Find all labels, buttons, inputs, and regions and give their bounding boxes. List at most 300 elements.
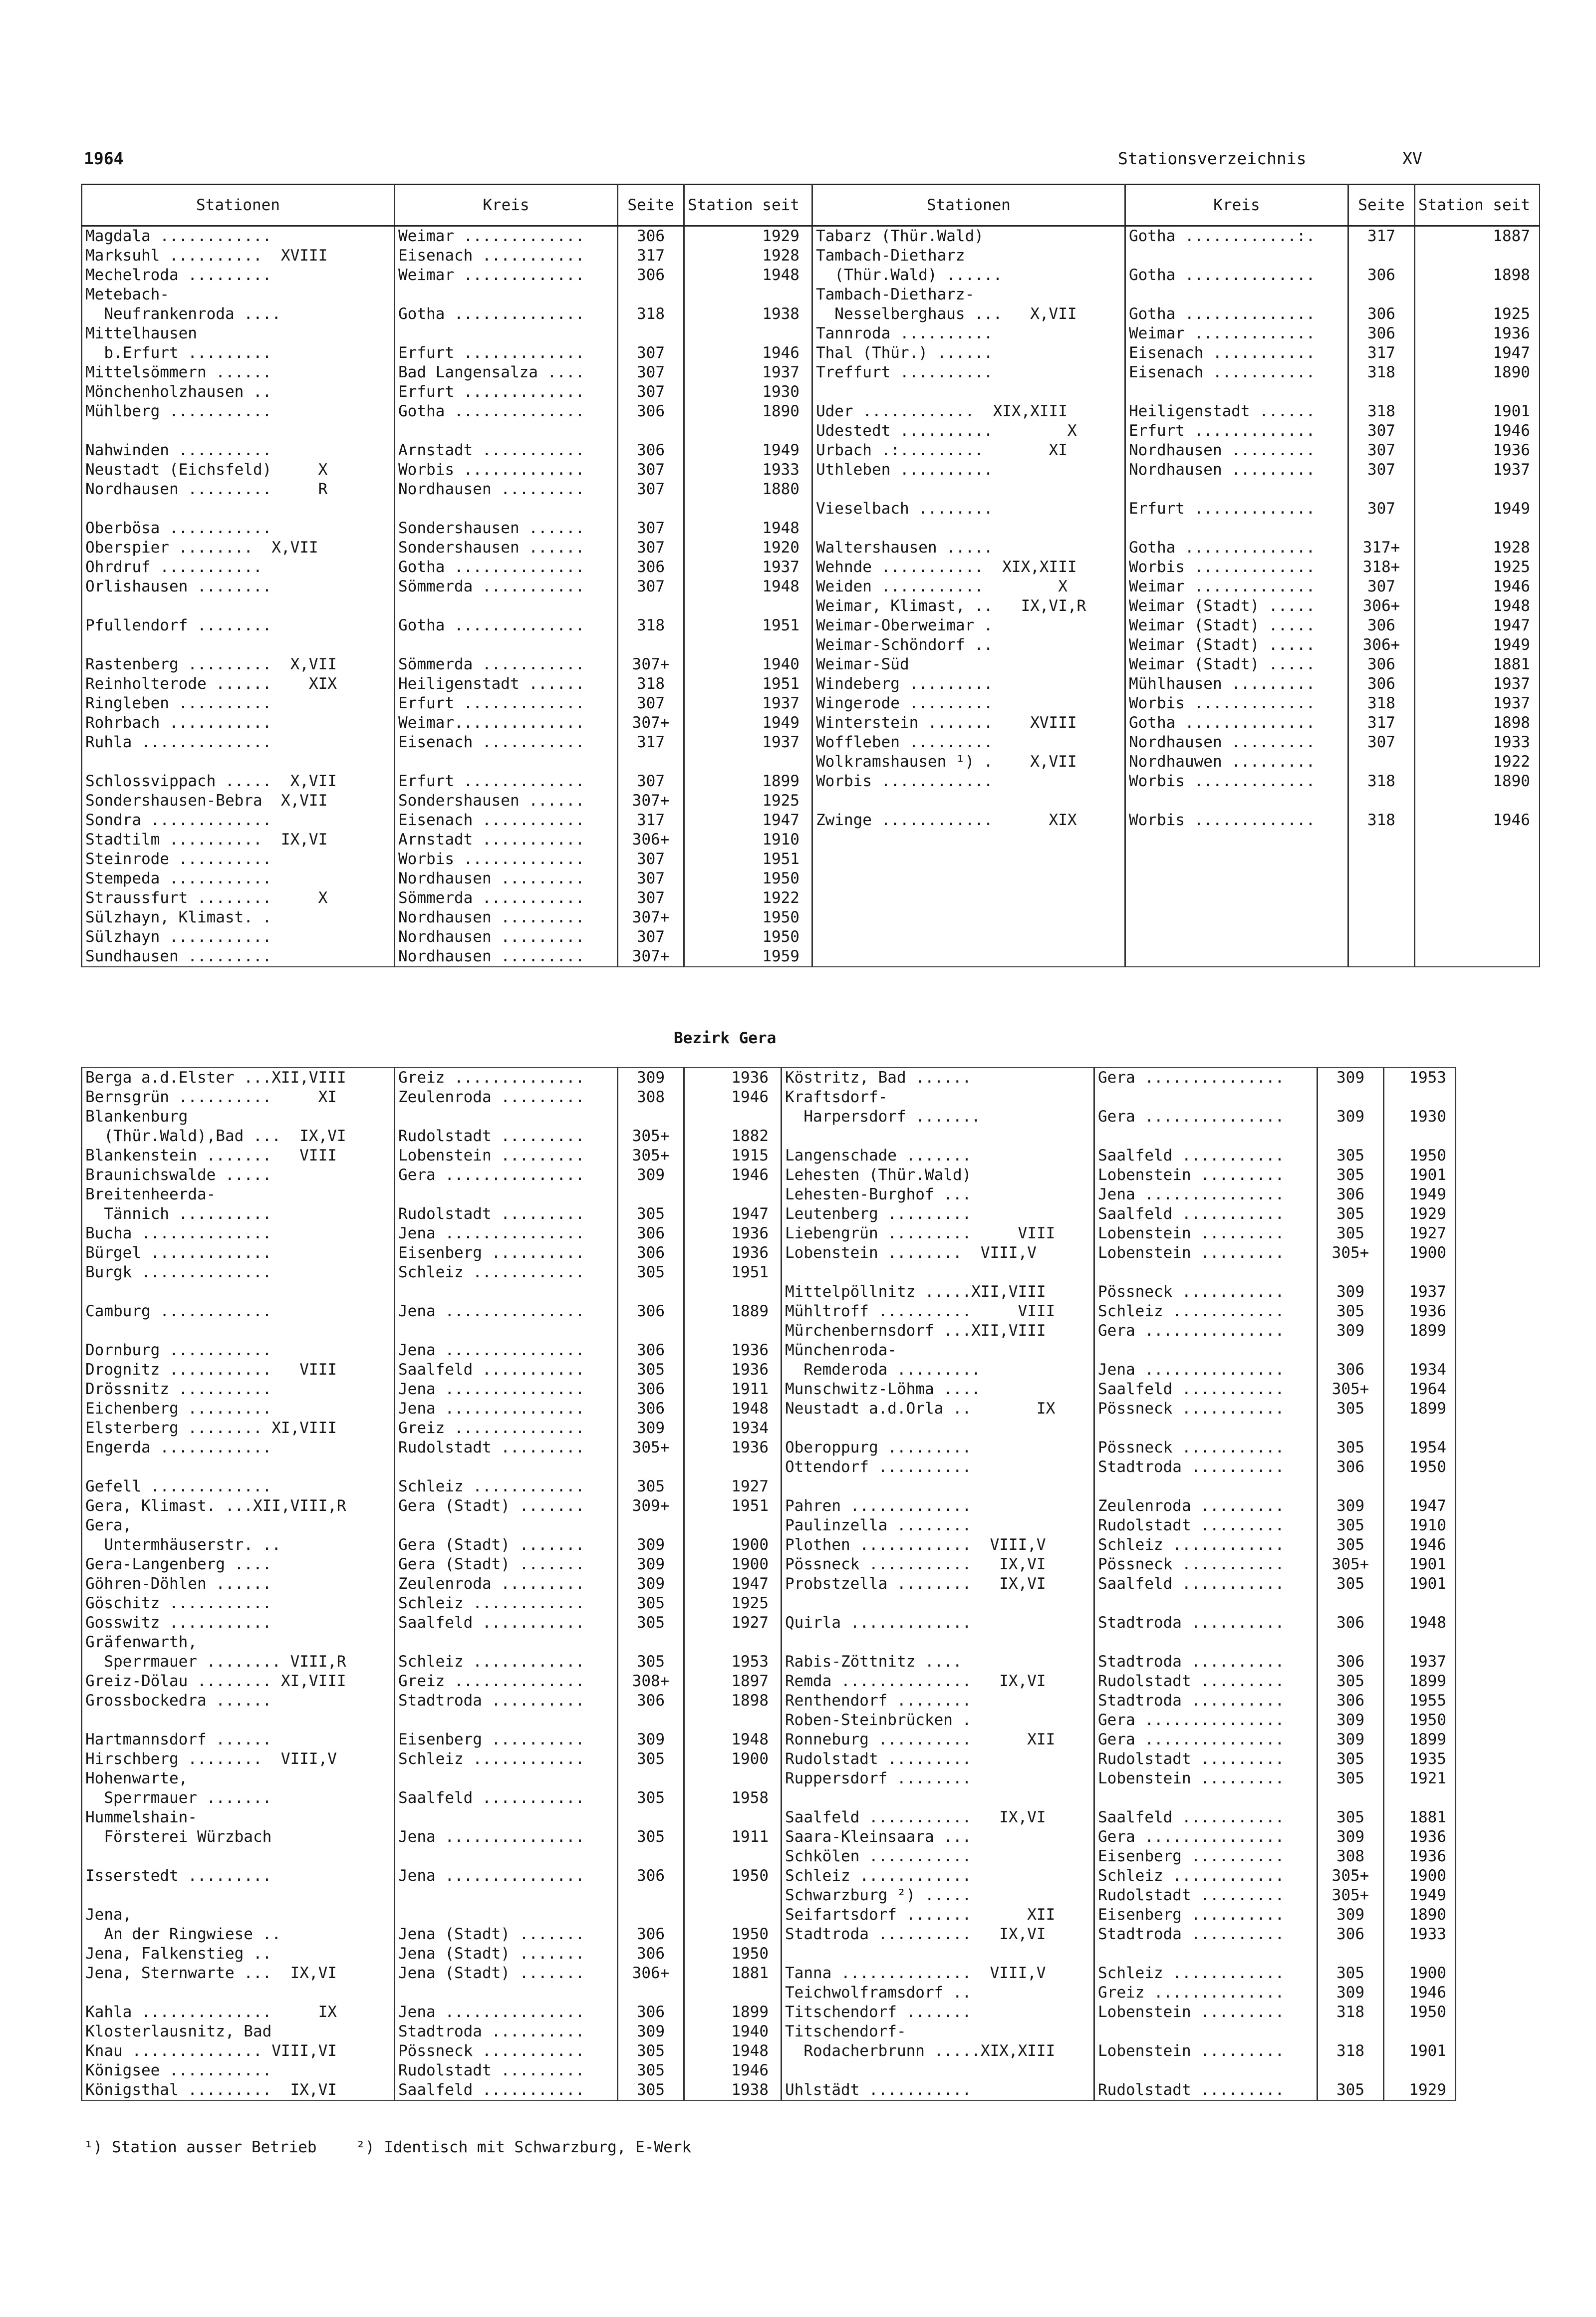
- station-name-2-cell: Mürchenbernsdorf ...XII,VIII: [782, 1321, 1094, 1341]
- seit-cell: 1936: [684, 1341, 782, 1360]
- col-header-kreis-2: Kreis: [1125, 185, 1348, 226]
- table-row: [82, 1165, 1456, 1185]
- seite-2-cell: [1318, 2022, 1384, 2041]
- seite-2-cell: 309: [1318, 1827, 1384, 1847]
- seit-cell: 1899: [684, 2003, 782, 2022]
- seit-2-cell: 1900: [1384, 1964, 1456, 1983]
- seit-cell: 1928: [684, 246, 812, 266]
- kreis-cell: Gera (Stadt) .......: [395, 1555, 618, 1574]
- col-header-kreis: Kreis: [395, 185, 618, 226]
- kreis-2-cell: Schleiz ............: [1094, 1535, 1318, 1555]
- seit-cell: 1934: [684, 1419, 782, 1438]
- table-row: [82, 266, 1540, 285]
- kreis-2-cell: Jena ...............: [1094, 1360, 1318, 1380]
- station-name-cell: Hohenwarte,: [82, 1769, 395, 1788]
- seit-cell: [684, 596, 812, 616]
- seite-cell: 307: [618, 850, 684, 869]
- kreis-cell: Jena ...............: [395, 1827, 618, 1847]
- seite-2-cell: 305: [1318, 1516, 1384, 1535]
- station-name-cell: [82, 1847, 395, 1866]
- kreis-cell: Arnstadt ...........: [395, 441, 618, 460]
- seite-2-cell: [1348, 947, 1414, 967]
- kreis-cell: [395, 1457, 618, 1477]
- station-name-cell: [82, 596, 395, 616]
- table-header-row: [82, 185, 1540, 226]
- kreis-2-cell: Gera ...............: [1094, 1730, 1318, 1749]
- seite-2-cell: 307: [1348, 441, 1414, 460]
- station-name-2-cell: Ottendorf ..........: [782, 1457, 1094, 1477]
- seite-2-cell: [1318, 1263, 1384, 1282]
- footnote-2: ²) Identisch mit Schwarzburg, E-Werk: [356, 2138, 692, 2156]
- seite-cell: 307: [618, 869, 684, 888]
- table-row: [82, 1905, 1456, 1925]
- seite-cell: 307: [618, 363, 684, 382]
- kreis-cell: Saalfeld ...........: [395, 2080, 618, 2100]
- seit-cell: [684, 421, 812, 441]
- seit-2-cell: 1899: [1384, 1399, 1456, 1419]
- kreis-2-cell: Gotha ..............: [1125, 304, 1348, 324]
- seite-2-cell: 306: [1318, 1691, 1384, 1711]
- seite-cell: [618, 421, 684, 441]
- station-name-2-cell: Mittelpöllnitz .....XII,VIII: [782, 1282, 1094, 1302]
- kreis-cell: Zeulenroda .........: [395, 1574, 618, 1594]
- station-name-cell: Gera,: [82, 1516, 395, 1535]
- kreis-cell: [395, 596, 618, 616]
- table-row: [82, 1185, 1456, 1204]
- kreis-2-cell: Schleiz ............: [1094, 1866, 1318, 1886]
- table-row: [82, 2080, 1456, 2100]
- seite-2-cell: 317+: [1348, 538, 1414, 558]
- table-row: [82, 1769, 1456, 1788]
- seite-2-cell: 305: [1318, 1146, 1384, 1165]
- page-title: Stationsverzeichnis: [1118, 149, 1307, 168]
- table-row: [82, 1496, 1456, 1516]
- seit-2-cell: [1384, 2061, 1456, 2080]
- kreis-cell: [395, 1633, 618, 1652]
- table-row: [82, 1088, 1456, 1107]
- table-row: [82, 869, 1540, 888]
- station-name-2-cell: Zwinge ............ XIX: [812, 811, 1125, 830]
- kreis-2-cell: Gotha ..............: [1125, 538, 1348, 558]
- kreis-cell: Weimar..............: [395, 713, 618, 733]
- kreis-cell: Nordhausen .........: [395, 480, 618, 499]
- kreis-2-cell: Saalfeld ...........: [1094, 1146, 1318, 1165]
- kreis-cell: Weimar .............: [395, 266, 618, 285]
- seite-cell: [618, 1633, 684, 1652]
- station-name-cell: Bürgel .............: [82, 1243, 395, 1263]
- seite-2-cell: [1348, 382, 1414, 402]
- kreis-2-cell: [1094, 2061, 1318, 2080]
- table-row: [82, 674, 1540, 694]
- seite-2-cell: 305: [1318, 1224, 1384, 1243]
- kreis-2-cell: Pössneck ...........: [1094, 1555, 1318, 1574]
- seite-cell: 309: [618, 2022, 684, 2041]
- kreis-cell: Zeulenroda .........: [395, 1088, 618, 1107]
- station-name-2-cell: Schleiz ............: [782, 1866, 1094, 1886]
- seit-2-cell: 1899: [1384, 1672, 1456, 1691]
- seite-2-cell: 309: [1318, 1107, 1384, 1127]
- seit-2-cell: [1384, 1594, 1456, 1613]
- station-name-cell: Ruhla ..............: [82, 733, 395, 752]
- station-name-2-cell: Lehesten-Burghof ...: [782, 1185, 1094, 1204]
- kreis-2-cell: Stadtroda ..........: [1094, 1652, 1318, 1672]
- station-name-2-cell: [782, 1127, 1094, 1146]
- station-name-cell: Eichenberg .........: [82, 1399, 395, 1419]
- table-row: [82, 1983, 1456, 2003]
- seit-2-cell: 1948: [1384, 1613, 1456, 1633]
- station-name-2-cell: [812, 850, 1125, 869]
- station-name-2-cell: [782, 1594, 1094, 1613]
- kreis-cell: Sömmerda ...........: [395, 888, 618, 908]
- table-row: [82, 1224, 1456, 1243]
- col-header-stationen: Stationen: [82, 185, 395, 226]
- seit-cell: 1936: [684, 1224, 782, 1243]
- station-name-cell: [82, 635, 395, 655]
- seit-2-cell: 1901: [1414, 402, 1539, 421]
- seit-2-cell: [1384, 1477, 1456, 1496]
- table-row: [82, 1944, 1456, 1964]
- seit-cell: 1951: [684, 1496, 782, 1516]
- station-name-2-cell: Oberoppurg .........: [782, 1438, 1094, 1457]
- seite-2-cell: 305: [1318, 1535, 1384, 1555]
- kreis-2-cell: Gera ...............: [1094, 1068, 1318, 1088]
- seit-cell: 1948: [684, 1399, 782, 1419]
- station-name-cell: Göschitz ...........: [82, 1594, 395, 1613]
- seit-2-cell: [1384, 1088, 1456, 1107]
- seite-cell: 306: [618, 1243, 684, 1263]
- seit-cell: [684, 1633, 782, 1652]
- kreis-cell: Sondershausen ......: [395, 791, 618, 811]
- seit-cell: [684, 752, 812, 772]
- table-row: [82, 1925, 1456, 1944]
- station-table-2: [81, 1067, 1456, 2101]
- seite-cell: [618, 1107, 684, 1127]
- station-name-2-cell: Pössneck ........... IX,VI: [782, 1555, 1094, 1574]
- seite-2-cell: 306: [1348, 266, 1414, 285]
- seite-2-cell: 306+: [1348, 596, 1414, 616]
- kreis-cell: Jena (Stadt) .......: [395, 1944, 618, 1964]
- seite-cell: 307+: [618, 713, 684, 733]
- table-row: [82, 1399, 1456, 1419]
- seit-2-cell: 1927: [1384, 1224, 1456, 1243]
- kreis-cell: [395, 1711, 618, 1730]
- station-name-cell: Blankenstein ....... VIII: [82, 1146, 395, 1165]
- seit-cell: 1947: [684, 1204, 782, 1224]
- station-name-cell: Rastenberg ......... X,VII: [82, 655, 395, 674]
- table-row: [82, 830, 1540, 850]
- seit-2-cell: 1910: [1384, 1516, 1456, 1535]
- station-name-cell: Drössnitz ..........: [82, 1380, 395, 1399]
- table-row: [82, 1555, 1456, 1574]
- station-name-cell: [82, 421, 395, 441]
- table-row: [82, 850, 1540, 869]
- seit-cell: [684, 1983, 782, 2003]
- seite-cell: 307: [618, 460, 684, 480]
- seit-cell: 1950: [684, 1944, 782, 1964]
- station-name-cell: Mönchenholzhausen ..: [82, 382, 395, 402]
- kreis-cell: Arnstadt ...........: [395, 830, 618, 850]
- kreis-2-cell: Saalfeld ...........: [1094, 1808, 1318, 1827]
- kreis-2-cell: Greiz ..............: [1094, 1983, 1318, 2003]
- seit-2-cell: 1899: [1384, 1321, 1456, 1341]
- seite-2-cell: 305: [1318, 1204, 1384, 1224]
- seit-cell: 1949: [684, 713, 812, 733]
- station-name-cell: Rohrbach ...........: [82, 713, 395, 733]
- station-name-cell: [82, 1983, 395, 2003]
- station-name-cell: Engerda ............: [82, 1438, 395, 1457]
- table-row: [82, 519, 1540, 538]
- station-name-2-cell: Pahren .............: [782, 1496, 1094, 1516]
- seite-2-cell: 305: [1318, 1438, 1384, 1457]
- kreis-2-cell: Lobenstein .........: [1094, 1165, 1318, 1185]
- seit-2-cell: 1930: [1384, 1107, 1456, 1127]
- seit-2-cell: 1925: [1414, 558, 1539, 577]
- seit-cell: 1936: [684, 1360, 782, 1380]
- table-row: [82, 1204, 1456, 1224]
- seite-2-cell: [1348, 888, 1414, 908]
- kreis-cell: [395, 635, 618, 655]
- station-name-2-cell: (Thür.Wald) ......: [812, 266, 1125, 285]
- kreis-cell: Jena ...............: [395, 1866, 618, 1886]
- table-row: [82, 888, 1540, 908]
- seite-cell: [618, 1905, 684, 1925]
- seite-2-cell: [1348, 246, 1414, 266]
- seite-cell: 306+: [618, 1964, 684, 1983]
- seit-2-cell: 1898: [1414, 713, 1539, 733]
- station-name-cell: Sperrmauer ........ VIII,R: [82, 1652, 395, 1672]
- seit-cell: 1936: [684, 1243, 782, 1263]
- seit-2-cell: 1946: [1384, 1983, 1456, 2003]
- seite-2-cell: 306: [1318, 1925, 1384, 1944]
- station-name-2-cell: Harpersdorf .......: [782, 1107, 1094, 1127]
- kreis-cell: Gotha ..............: [395, 616, 618, 635]
- table-row: [82, 324, 1540, 343]
- station-name-2-cell: Titschendorf .......: [782, 2003, 1094, 2022]
- kreis-cell: Saalfeld ...........: [395, 1788, 618, 1808]
- seite-2-cell: 306: [1348, 616, 1414, 635]
- kreis-2-cell: Nordhausen .........: [1125, 441, 1348, 460]
- seite-cell: [618, 1886, 684, 1905]
- kreis-2-cell: Rudolstadt .........: [1094, 1886, 1318, 1905]
- kreis-2-cell: Gera ...............: [1094, 1107, 1318, 1127]
- table-row: [82, 2003, 1456, 2022]
- table-row: [82, 1127, 1456, 1146]
- seit-2-cell: [1414, 947, 1539, 967]
- seite-cell: [618, 596, 684, 616]
- seit-cell: 1937: [684, 558, 812, 577]
- seit-2-cell: [1414, 791, 1539, 811]
- station-name-cell: Metebach-: [82, 285, 395, 304]
- station-name-2-cell: Urbach .:......... XI: [812, 441, 1125, 460]
- seit-2-cell: 1936: [1414, 324, 1539, 343]
- seit-cell: [684, 499, 812, 519]
- kreis-cell: Nordhausen .........: [395, 869, 618, 888]
- seit-cell: 1937: [684, 363, 812, 382]
- station-name-2-cell: Neustadt a.d.Orla .. IX: [782, 1399, 1094, 1419]
- seit-2-cell: 1946: [1414, 577, 1539, 596]
- seite-cell: 305: [618, 1263, 684, 1282]
- seite-cell: 307: [618, 382, 684, 402]
- kreis-2-cell: Eisenach ...........: [1125, 363, 1348, 382]
- seite-cell: [618, 1769, 684, 1788]
- col-header-stationen-2: Stationen: [812, 185, 1125, 226]
- seite-cell: 305: [618, 1613, 684, 1633]
- table-row: [82, 1788, 1456, 1808]
- seit-2-cell: 1899: [1384, 1730, 1456, 1749]
- seite-2-cell: 318: [1318, 2041, 1384, 2061]
- seite-2-cell: [1348, 752, 1414, 772]
- kreis-2-cell: Weimar (Stadt) .....: [1125, 616, 1348, 635]
- table-row: [82, 811, 1540, 830]
- kreis-cell: [395, 1185, 618, 1204]
- seit-cell: 1890: [684, 402, 812, 421]
- kreis-cell: [395, 1886, 618, 1905]
- seit-2-cell: 1890: [1414, 772, 1539, 791]
- seit-2-cell: [1384, 1633, 1456, 1652]
- seit-cell: 1950: [684, 1925, 782, 1944]
- station-name-cell: [82, 1886, 395, 1905]
- kreis-2-cell: Zeulenroda .........: [1094, 1496, 1318, 1516]
- seit-2-cell: 1900: [1384, 1243, 1456, 1263]
- kreis-cell: Rudolstadt .........: [395, 1438, 618, 1457]
- seite-cell: 309: [618, 1419, 684, 1438]
- table-row: [82, 694, 1540, 713]
- kreis-cell: Jena ...............: [395, 1380, 618, 1399]
- seite-cell: 306: [618, 2003, 684, 2022]
- seite-2-cell: 309: [1318, 1496, 1384, 1516]
- seite-cell: 305: [618, 1594, 684, 1613]
- kreis-cell: [395, 1769, 618, 1788]
- seite-cell: 306: [618, 1925, 684, 1944]
- station-name-2-cell: Remderoda .........: [782, 1360, 1094, 1380]
- seite-2-cell: 309: [1318, 1983, 1384, 2003]
- kreis-2-cell: Stadtroda ..........: [1094, 1457, 1318, 1477]
- col-header-seite-2: Seite: [1348, 185, 1414, 226]
- table-row: [82, 1107, 1456, 1127]
- station-name-2-cell: Weimar, Klimast, .. IX,VI,R: [812, 596, 1125, 616]
- seit-cell: 1958: [684, 1788, 782, 1808]
- kreis-cell: [395, 1905, 618, 1925]
- kreis-cell: [395, 499, 618, 519]
- seit-cell: 1898: [684, 1691, 782, 1711]
- seit-2-cell: [1384, 1263, 1456, 1282]
- kreis-2-cell: [1125, 927, 1348, 947]
- seit-cell: [684, 285, 812, 304]
- kreis-cell: Sömmerda ...........: [395, 577, 618, 596]
- kreis-2-cell: Stadtroda ..........: [1094, 1613, 1318, 1633]
- station-name-cell: (Thür.Wald),Bad ... IX,VI: [82, 1127, 395, 1146]
- station-name-cell: [82, 1282, 395, 1302]
- seite-2-cell: 305+: [1318, 1380, 1384, 1399]
- station-name-2-cell: Tabarz (Thür.Wald): [812, 227, 1125, 246]
- page-year: 1964: [84, 149, 124, 168]
- seit-2-cell: 1933: [1384, 1925, 1456, 1944]
- seit-2-cell: [1384, 1419, 1456, 1438]
- seit-cell: 1938: [684, 2080, 782, 2100]
- station-name-cell: Gera, Klimast. ...XII,VIII,R: [82, 1496, 395, 1516]
- table-row: [82, 1068, 1456, 1088]
- station-name-2-cell: [782, 1477, 1094, 1496]
- kreis-cell: Schleiz ............: [395, 1652, 618, 1672]
- table-row: [82, 1380, 1456, 1399]
- kreis-2-cell: Weimar .............: [1125, 577, 1348, 596]
- kreis-2-cell: [1125, 382, 1348, 402]
- station-name-cell: Elsterberg ........ XI,VIII: [82, 1419, 395, 1438]
- kreis-2-cell: [1125, 888, 1348, 908]
- station-name-2-cell: [812, 480, 1125, 499]
- seit-2-cell: 1928: [1414, 538, 1539, 558]
- kreis-2-cell: Heiligenstadt ......: [1125, 402, 1348, 421]
- seite-cell: 307+: [618, 947, 684, 967]
- station-table-1: [81, 184, 1540, 967]
- seit-cell: 1900: [684, 1535, 782, 1555]
- station-name-cell: Gräfenwarth,: [82, 1633, 395, 1652]
- seite-cell: [618, 324, 684, 343]
- seit-2-cell: 1949: [1384, 1886, 1456, 1905]
- kreis-cell: Worbis .............: [395, 850, 618, 869]
- seite-cell: 305: [618, 1749, 684, 1769]
- station-name-cell: Burgk ..............: [82, 1263, 395, 1282]
- kreis-2-cell: [1094, 2022, 1318, 2041]
- kreis-cell: [395, 1516, 618, 1535]
- kreis-2-cell: Rudolstadt .........: [1094, 1672, 1318, 1691]
- table-row: [82, 1477, 1456, 1496]
- station-name-2-cell: Tanna .............. VIII,V: [782, 1964, 1094, 1983]
- kreis-cell: Eisenach ...........: [395, 811, 618, 830]
- table-row: [82, 1321, 1456, 1341]
- seit-2-cell: 1901: [1384, 1555, 1456, 1574]
- seit-2-cell: 1950: [1384, 1711, 1456, 1730]
- table-row: [82, 635, 1540, 655]
- seite-cell: 318: [618, 674, 684, 694]
- seit-2-cell: [1414, 285, 1539, 304]
- table-row: [82, 499, 1540, 519]
- kreis-2-cell: [1094, 1419, 1318, 1438]
- seit-cell: 1911: [684, 1827, 782, 1847]
- table-row: [82, 441, 1540, 460]
- kreis-cell: Schleiz ............: [395, 1477, 618, 1496]
- seite-2-cell: 318: [1348, 811, 1414, 830]
- seite-cell: 307: [618, 480, 684, 499]
- seit-2-cell: 1901: [1384, 1165, 1456, 1185]
- kreis-2-cell: Gera ...............: [1094, 1321, 1318, 1341]
- seite-cell: 307: [618, 577, 684, 596]
- seit-cell: 1937: [684, 694, 812, 713]
- station-name-cell: Bernsgrün .......... XI: [82, 1088, 395, 1107]
- seite-2-cell: [1318, 1341, 1384, 1360]
- seite-2-cell: 305: [1318, 1302, 1384, 1321]
- table-row: [82, 538, 1540, 558]
- seite-2-cell: 308: [1318, 1847, 1384, 1866]
- station-name-2-cell: [812, 519, 1125, 538]
- station-name-cell: Mechelroda .........: [82, 266, 395, 285]
- station-name-2-cell: Leutenberg .........: [782, 1204, 1094, 1224]
- seite-cell: 306: [618, 558, 684, 577]
- seit-cell: 1920: [684, 538, 812, 558]
- seite-2-cell: 305+: [1318, 1243, 1384, 1263]
- station-name-2-cell: Tannroda ..........: [812, 324, 1125, 343]
- kreis-cell: [395, 1808, 618, 1827]
- seite-2-cell: [1348, 791, 1414, 811]
- station-name-2-cell: Uder ............ XIX,XIII: [812, 402, 1125, 421]
- station-name-2-cell: Weimar-Schöndorf ..: [812, 635, 1125, 655]
- station-name-2-cell: Rudolstadt .........: [782, 1749, 1094, 1769]
- seite-cell: 305: [618, 1788, 684, 1808]
- seite-2-cell: 306: [1318, 1457, 1384, 1477]
- seit-cell: 1948: [684, 577, 812, 596]
- seite-2-cell: [1318, 2061, 1384, 2080]
- table-row: [82, 927, 1540, 947]
